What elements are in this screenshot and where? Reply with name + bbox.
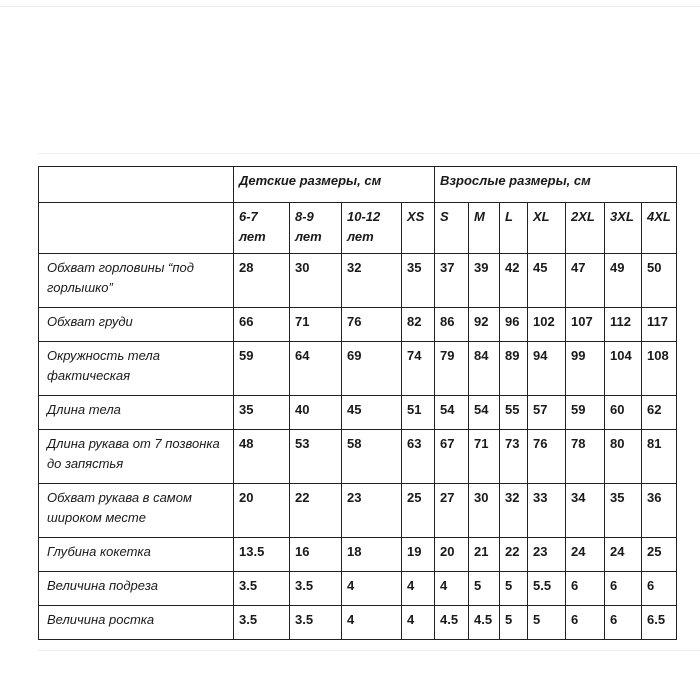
measurement-label: Обхват рукава в самом широком месте xyxy=(39,484,234,538)
measurement-value: 6 xyxy=(566,572,605,606)
measurement-value: 86 xyxy=(435,308,469,342)
measurement-value: 48 xyxy=(234,430,290,484)
measurement-value: 22 xyxy=(500,538,528,572)
measurement-value: 40 xyxy=(290,396,342,430)
measurement-value: 71 xyxy=(469,430,500,484)
size-header-label: XS xyxy=(407,209,425,224)
measurement-value: 3.5 xyxy=(290,572,342,606)
measurement-label: Окружность тела фактическая xyxy=(39,342,234,396)
measurement-label: Величина подреза xyxy=(39,572,234,606)
size-header-label: XL xyxy=(533,209,550,224)
measurement-value: 117 xyxy=(642,308,677,342)
measurement-label: Длина рукава от 7 позвонка до запястья xyxy=(39,430,234,484)
size-header-cell xyxy=(234,203,290,254)
measurement-value: 23 xyxy=(342,484,402,538)
measurement-value: 5 xyxy=(528,606,566,640)
frame-divider xyxy=(38,153,700,154)
measurement-value: 92 xyxy=(469,308,500,342)
measurement-value: 45 xyxy=(528,254,566,308)
size-label-cell xyxy=(39,203,234,254)
measurement-value: 5 xyxy=(500,572,528,606)
measurement-value: 47 xyxy=(566,254,605,308)
size-header-label: 2XL xyxy=(571,209,595,224)
measurement-value: 35 xyxy=(402,254,435,308)
measurement-value: 3.5 xyxy=(290,606,342,640)
measurement-value: 45 xyxy=(342,396,402,430)
measurement-value: 20 xyxy=(435,538,469,572)
measurement-value: 32 xyxy=(500,484,528,538)
measurement-value: 94 xyxy=(528,342,566,396)
measurement-value: 25 xyxy=(642,538,677,572)
measurement-value: 4 xyxy=(342,606,402,640)
measurement-value: 107 xyxy=(566,308,605,342)
measurement-value: 28 xyxy=(234,254,290,308)
measurement-value: 4 xyxy=(435,572,469,606)
measurement-value: 89 xyxy=(500,342,528,396)
size-header-label: 3XL xyxy=(610,209,634,224)
size-header-cell xyxy=(435,203,469,254)
measurement-value: 63 xyxy=(402,430,435,484)
measurement-value: 37 xyxy=(435,254,469,308)
size-header-cell xyxy=(342,203,402,254)
size-chart-table xyxy=(38,166,677,640)
measurement-value: 78 xyxy=(566,430,605,484)
measurement-value: 73 xyxy=(500,430,528,484)
measurement-row xyxy=(39,606,677,640)
size-header-label: L xyxy=(505,209,513,224)
measurement-value: 112 xyxy=(605,308,642,342)
measurement-value: 39 xyxy=(469,254,500,308)
measurement-value: 76 xyxy=(342,308,402,342)
measurement-value: 19 xyxy=(402,538,435,572)
size-header-label: 10-12 лет xyxy=(347,209,381,244)
measurement-value: 59 xyxy=(566,396,605,430)
measurement-value: 96 xyxy=(500,308,528,342)
size-header-label: 4XL xyxy=(647,209,671,224)
measurement-value: 67 xyxy=(435,430,469,484)
measurement-row xyxy=(39,342,677,396)
measurement-value: 54 xyxy=(435,396,469,430)
measurement-row xyxy=(39,254,677,308)
measurement-value: 4 xyxy=(402,572,435,606)
size-header-row xyxy=(39,203,677,254)
size-header-label: 6-7 лет xyxy=(239,209,266,244)
size-header-cell xyxy=(290,203,342,254)
measurement-value: 74 xyxy=(402,342,435,396)
measurement-row xyxy=(39,484,677,538)
measurement-value: 6 xyxy=(566,606,605,640)
adult-sizes-header: Взрослые размеры, см xyxy=(435,167,677,203)
measurement-value: 60 xyxy=(605,396,642,430)
measurement-value: 81 xyxy=(642,430,677,484)
measurement-value: 4 xyxy=(342,572,402,606)
measurement-label: Обхват груди xyxy=(39,308,234,342)
measurement-value: 36 xyxy=(642,484,677,538)
size-header-cell xyxy=(528,203,566,254)
measurement-value: 55 xyxy=(500,396,528,430)
measurement-value: 57 xyxy=(528,396,566,430)
measurement-value: 35 xyxy=(605,484,642,538)
measurement-value: 42 xyxy=(500,254,528,308)
size-header-cell xyxy=(642,203,677,254)
measurement-row xyxy=(39,538,677,572)
measurement-label: Длина тела xyxy=(39,396,234,430)
measurement-row xyxy=(39,430,677,484)
measurement-value: 54 xyxy=(469,396,500,430)
measurement-row xyxy=(39,396,677,430)
measurement-value: 82 xyxy=(402,308,435,342)
measurement-value: 58 xyxy=(342,430,402,484)
size-header-cell xyxy=(605,203,642,254)
measurement-value: 51 xyxy=(402,396,435,430)
size-header-label: S xyxy=(440,209,449,224)
measurement-value: 6 xyxy=(605,606,642,640)
measurement-value: 16 xyxy=(290,538,342,572)
measurement-value: 5 xyxy=(469,572,500,606)
measurement-value: 59 xyxy=(234,342,290,396)
measurement-value: 49 xyxy=(605,254,642,308)
measurement-value: 4.5 xyxy=(435,606,469,640)
measurement-value: 99 xyxy=(566,342,605,396)
measurement-value: 27 xyxy=(435,484,469,538)
measurement-value: 13.5 xyxy=(234,538,290,572)
measurement-value: 64 xyxy=(290,342,342,396)
measurement-value: 22 xyxy=(290,484,342,538)
measurement-value: 20 xyxy=(234,484,290,538)
measurement-value: 108 xyxy=(642,342,677,396)
measurement-value: 53 xyxy=(290,430,342,484)
size-header-cell xyxy=(500,203,528,254)
measurement-value: 3.5 xyxy=(234,606,290,640)
measurement-label: Глубина кокетка xyxy=(39,538,234,572)
measurement-value: 69 xyxy=(342,342,402,396)
measurement-value: 6.5 xyxy=(642,606,677,640)
measurement-value: 30 xyxy=(290,254,342,308)
size-header-label: M xyxy=(474,209,485,224)
corner-cell xyxy=(39,167,234,203)
measurement-value: 66 xyxy=(234,308,290,342)
measurement-label: Величина ростка xyxy=(39,606,234,640)
measurement-value: 79 xyxy=(435,342,469,396)
size-header-cell xyxy=(469,203,500,254)
measurement-value: 24 xyxy=(566,538,605,572)
size-header-label: 8-9 лет xyxy=(295,209,322,244)
measurement-value: 23 xyxy=(528,538,566,572)
measurement-value: 4 xyxy=(402,606,435,640)
measurement-value: 32 xyxy=(342,254,402,308)
measurement-value: 50 xyxy=(642,254,677,308)
measurement-value: 80 xyxy=(605,430,642,484)
measurement-value: 5 xyxy=(500,606,528,640)
measurement-value: 62 xyxy=(642,396,677,430)
measurement-value: 84 xyxy=(469,342,500,396)
size-header-cell xyxy=(402,203,435,254)
measurement-value: 76 xyxy=(528,430,566,484)
bottom-divider xyxy=(38,650,700,651)
measurement-value: 6 xyxy=(642,572,677,606)
measurement-value: 33 xyxy=(528,484,566,538)
size-header-cell xyxy=(566,203,605,254)
measurement-value: 4.5 xyxy=(469,606,500,640)
measurement-value: 71 xyxy=(290,308,342,342)
measurement-row xyxy=(39,308,677,342)
measurement-value: 3.5 xyxy=(234,572,290,606)
measurement-value: 104 xyxy=(605,342,642,396)
measurement-value: 34 xyxy=(566,484,605,538)
top-divider xyxy=(0,6,700,7)
measurement-label: Обхват горловины “под горлышко” xyxy=(39,254,234,308)
group-header-row xyxy=(39,167,677,203)
measurement-value: 6 xyxy=(605,572,642,606)
kids-sizes-header: Детские размеры, см xyxy=(234,167,435,203)
measurement-value: 35 xyxy=(234,396,290,430)
measurement-value: 18 xyxy=(342,538,402,572)
measurement-value: 21 xyxy=(469,538,500,572)
measurement-value: 102 xyxy=(528,308,566,342)
measurement-row xyxy=(39,572,677,606)
measurement-value: 24 xyxy=(605,538,642,572)
measurement-value: 25 xyxy=(402,484,435,538)
measurement-value: 5.5 xyxy=(528,572,566,606)
measurement-value: 30 xyxy=(469,484,500,538)
